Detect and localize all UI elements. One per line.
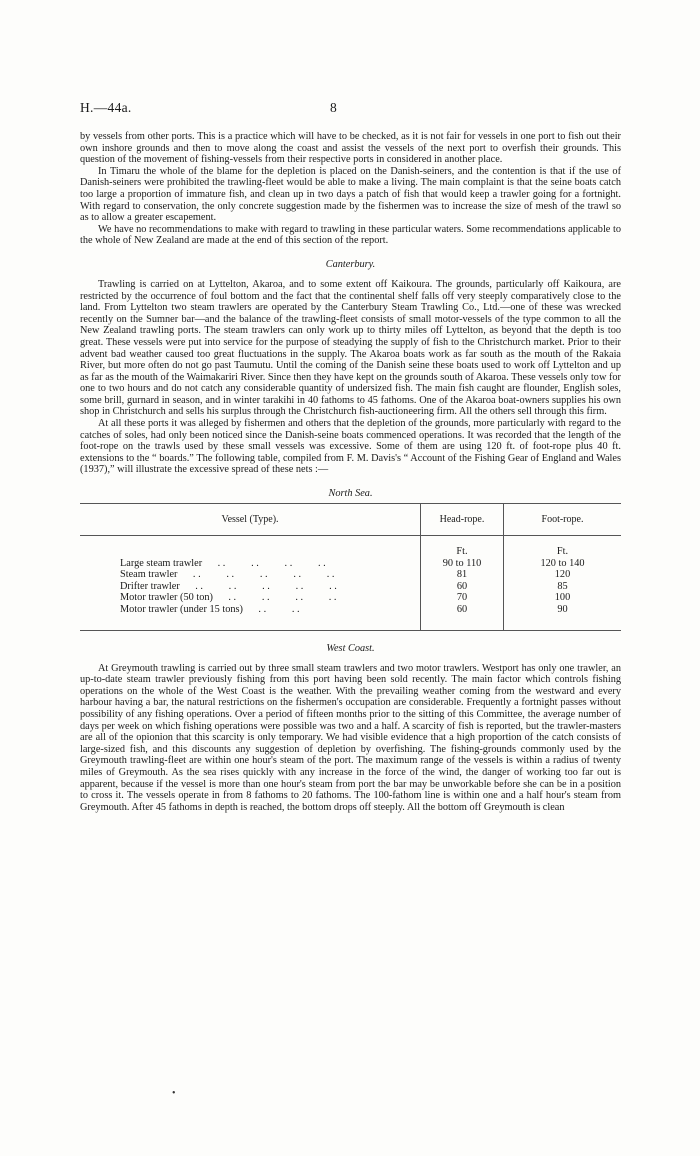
foot-rope-value: 90	[504, 604, 622, 630]
table-title: North Sea.	[328, 488, 373, 500]
foot-rope-value: 85	[504, 581, 622, 593]
head-rope-value: 90 to 110	[421, 558, 504, 570]
table-row	[80, 604, 621, 630]
vessel-name: Motor trawler (50 ton)	[120, 592, 213, 604]
page-header	[80, 100, 621, 122]
document-page	[80, 100, 621, 813]
leader-dots: . . . . . . . .	[217, 557, 326, 569]
head-rope-value: 70	[421, 592, 504, 604]
units-row	[80, 536, 621, 558]
gear-table	[80, 503, 621, 631]
paragraph-timaru: In Timaru the whole of the blame for the depletion is placed on the Danish-seiners, and the contention is that if the use of Danish-seiners were prohibited the trawling-fleet would be able to make a living. The main complaint is that the seine boats catch too large a proportion of immature fish, and clean up in two days a patch of fish that would keep a trawler going for a fortnight. With regard to conservation, the only concrete suggestion made by the fishermen was to increase the size of mesh of the trawl so as to allow a greater escapement.	[80, 165, 621, 224]
foot-rope-value: 100	[504, 592, 622, 604]
vessel-name: Large steam trawler	[120, 557, 203, 569]
table-row	[80, 558, 621, 570]
page-number: 8	[330, 100, 337, 115]
head-rope-value: 60	[421, 581, 504, 593]
vessel-name: Drifter trawler	[120, 580, 180, 592]
unit-foot: Ft.	[504, 536, 622, 558]
table-row	[80, 581, 621, 593]
vessel-name: Motor trawler (under 15 tons)	[120, 604, 243, 615]
table-row	[80, 592, 621, 604]
header-foot-rope: Foot-rope.	[504, 504, 622, 536]
table-row	[80, 569, 621, 581]
head-rope-value: 81	[421, 569, 504, 581]
unit-head: Ft.	[421, 536, 504, 558]
header-head-rope: Head-rope.	[421, 504, 504, 536]
leader-dots: . . . . . . . .	[228, 592, 337, 604]
leader-dots: . . . . . . . . . .	[192, 569, 335, 581]
stray-mark: •	[172, 1088, 176, 1099]
header-vessel: Vessel (Type).	[80, 504, 421, 536]
foot-rope-value: 120 to 140	[504, 558, 622, 570]
paragraph-recommendations: We have no recommendations to make with regard to trawling in these particular waters. Some recommendations applicable to the whole of New Zealand are made at the end of this section of the report.	[80, 223, 621, 247]
head-rope-value: 60	[421, 604, 504, 630]
leader-dots: . . . . . . . . . .	[195, 580, 337, 592]
paragraph-intro: by vessels from other ports. This is a practice which will have to be checked, as it is not fair for vessels in one port to fish out their own inshore grounds and then to move along the coast and assist the vessels of the next port to overfish their grounds. This question of the movement of fishing-vessels from their respective ports in considered in another place.	[80, 131, 621, 166]
table-header-row	[80, 504, 621, 536]
paragraph-ports: At all these ports it was alleged by fishermen and others that the depletion of the grounds, more particularly with regard to the catches of soles, had only been noticed since the Danish-seine boats commenced operations. It was recorded that the length of the foot-rope on the trawls used by these small vessels was excessive. Some of them are using 120 ft. of foot-rope plus 40 ft. extensions to the “ boards.” The following table, compiled from F. M. Davis's “ Account of the Fishing Gear of England and Wales (1937),” will illustrate the excessive spread of these nets :—	[80, 418, 621, 476]
foot-rope-value: 120	[504, 569, 622, 581]
leader-dots: . . . .	[258, 604, 300, 615]
section-heading-west-coast: West Coast.	[326, 642, 375, 654]
paragraph-west-coast: At Greymouth trawling is carried out by three small steam trawlers and two motor trawlers. Westport has only one trawler, an up-to-date steam trawler previously fishing from this port having been sold recently. The main factor which controls fishing operations on the whole of the West Coast is the weather. With the prevailing weather coming from the westward and every harbour having a bar, the natural restrictions on the fishermen's occupation are considerable. Frequently a fortnight passes without possibility of any fishing operations. Over a period of fifteen months prior to the sitting of this Committee, the average number of days per week on which fishing operations were possible was two and a half. A scarcity of fish is reported, but the trawler-masters are all of the opionion that this scarcity is only temporary. We had visible evidence that a high proportion of the catch consists of large-sized fish, and this discounts any suggestion of depletion by overfishing. The fishing-grounds commonly used by the Greymouth trawling-fleet are within one hour's steam of the port. The maximum range of the vessels is within a radius of twenty miles of Greymouth. As the sea rises quickly with any increase in the force of the wind, the danger of working too far out is apparent, because if the vessel is more than one hour's steam from port the bar may be unworkable before she can be in a position to cross it. The vessels operate in from 8 fathoms to 20 fathoms. The 100-fathom line is within one and a half hour's steam from Greymouth. After 45 fathoms in depth is reached, the bottom drops off steeply. All the bottom off Greymouth is clean	[80, 662, 621, 813]
paragraph-canterbury: Trawling is carried on at Lyttelton, Akaroa, and to some extent off Kaikoura. The grounds, particularly off Kaikoura, are restricted by the occurrence of foul bottom and the fact that the continental shelf falls off very steeply comparatively close to the land. From Lyttelton two steam trawlers are operated by the Canterbury Steam Trawling Co., Ltd.—one of these was wrecked recently on the Sumner bar—and the balance of the trawling-fleet consists of small motor-vessels of the type common to all the New Zealand trawling ports. The steam trawlers can only work up to thirty miles off Lyttelton, as beyond that the depth is too great. These vessels were put into service for the purpose of steadying the supply of fish to the Christchurch market. Prior to their advent bad weather caused too great fluctuations in the supply. The Akaroa boats work as far south as the mouth of the Rakaia River, but more often do not go past Taumutu. Until the coming of the Danish seine these boats used to work off Lyttelton and up as far as the mouth of the Waimakariri River. Since then they have kept on the grounds south of Akaroa. These vessels only tow for one to two hours and do not catch any considerable quantity of undersized fish. The main fish caught are flounder, English soles, some brill, gurnard in season, and in winter tarakihi in 40 fathoms to 45 fathoms. One of the Akaroa boat-owners supplies his own shop in Christchurch and sells his surplus through the Christchurch fish-auctioneering firm. All the others sell through this firm.	[80, 278, 621, 418]
section-heading-canterbury: Canterbury.	[325, 258, 376, 270]
vessel-name: Steam trawler	[120, 569, 178, 581]
report-code: H.—44a.	[80, 100, 132, 115]
